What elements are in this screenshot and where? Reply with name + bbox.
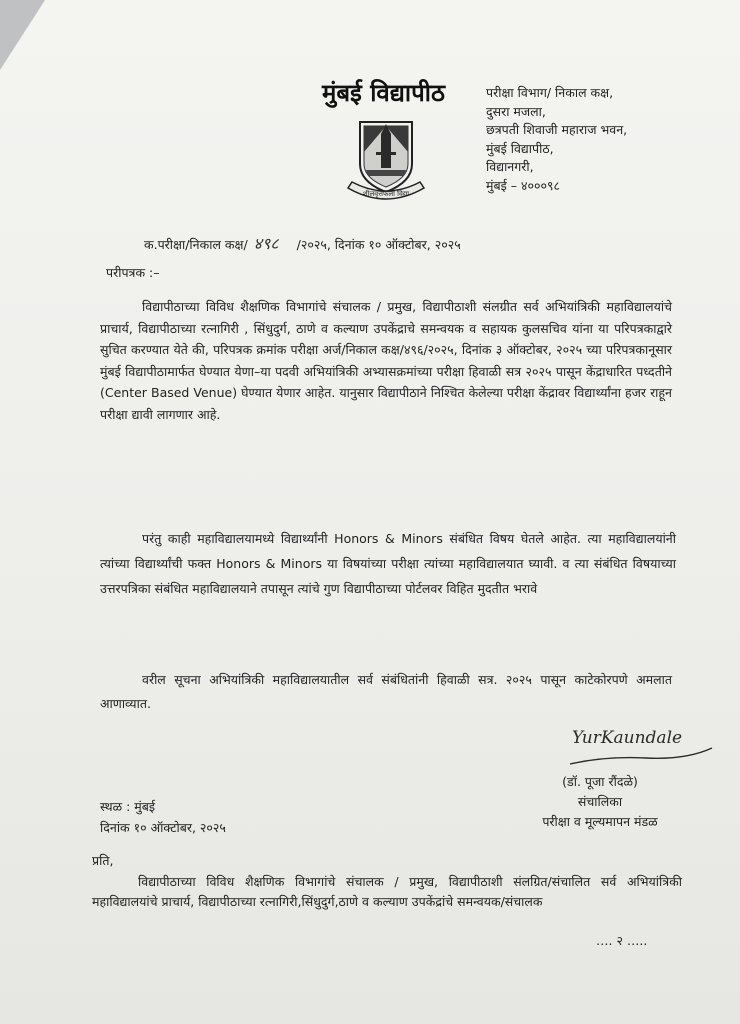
paragraph-3: वरील सूचना अभियांत्रिकी महाविद्यालयातील सर्व संबंधितांनी हिवाळी सत्र. २०२५ पासून काटेकोरपणे अमलात आणाव्यात.: [100, 672, 672, 711]
address-line: दुसरा मजला,: [486, 103, 546, 119]
recipients: विद्यापीठाच्या विविध शैक्षणिक विभागांचे संचालक / प्रमुख, विद्यापीठाशी संलग्रित/संचालित सर्व अभियांत्रिकी महाविद्यालयांचे प्राचार्य, विद्यापीठाच्या रत्नागिरी,सिंधुदुर्ग,ठाणे व कल्याण उपकेंद्रांचे समन्वयक/संचालक: [92, 874, 682, 909]
continued-marker: …. २ …..: [596, 933, 648, 948]
address-line: विद्यानगरी,: [486, 159, 534, 174]
to-label: प्रति,: [92, 853, 114, 868]
paragraph-1: विद्यापीठाच्या विविध शैक्षणिक विभागांचे संचालक / प्रमुख, विद्यापीठाशी संलग्रीत सर्व अभियांत्रिकी महाविद्यालयांचे प्राचार्य, विद्यापीठाच्या रत्नागिरी , सिंधुदुर्ग, ठाणे व कल्याण उपकेंद्राचे समन्वयक व सहायक कुलसचिव यांना या परिपत्रकाद्वारे सुचित करण्यात येते की, परिपत्रक क्रमांक परीक्षा अर्ज/निकाल कक्ष/४९६/२०२५, दिनांक ३ ऑक्टोबर, २०२५ च्या परिपत्रकानूसार मुंबई विद्यापीठामार्फत घेण्यात येणा–या पदवी अभियांत्रिकी अभ्यासक्रमांच्या परीक्षा हिवाळी सत्र २०२५ पासून केंद्राधारित पध्दतीने (Center Based Venue) घेण्यात येणार आहेत. यानुसार विद्यापीठाने निश्चित केलेल्या परीक्षा केंद्रावर विद्यार्थ्यांना हजर राहून परीक्षा द्यावी लागणार आहे.: [100, 299, 672, 422]
office-address: [486, 84, 627, 195]
address-line: मुंबई – ४०००९८: [486, 177, 560, 193]
address-line: छत्रपती शिवाजी महाराज भवन,: [486, 122, 628, 137]
date: दिनांक १० ऑक्टोबर, २०२५: [100, 820, 226, 835]
signature-flourish-icon: [566, 730, 716, 770]
address-line: मुंबई विद्यापीठ,: [486, 140, 554, 156]
place-date-block: [100, 796, 226, 838]
paragraph-2: परंतु काही महाविद्यालयामध्ये विद्यार्थ्यांनी Honors & Minors संबंधित विषय घेतले आहेत. त्या महाविद्यालयांनी त्यांच्या विद्यार्थ्यांची फक्त Honors & Minors या विषयांच्या परीक्षा त्यांच्या महाविद्यालयात घ्यावी. व त्या संबंधित विषयाच्या उत्तरपत्रिका संबंधित महाविद्यालयाने तपासून त्यांचे गुण विद्यापीठाच्या पोर्टलवर विहित मुदतीत भरावे: [100, 531, 676, 596]
signatory-office: परीक्षा व मूल्यमापन मंडळ: [542, 814, 658, 829]
signatory-name: (डॉ. पूजा रौंदळे): [562, 774, 638, 789]
signatory-block: [500, 772, 700, 832]
place: स्थळ : मुंबई: [100, 799, 156, 814]
university-seal-icon: [340, 112, 432, 208]
seal-motto: शीलवृत्तफला विद्या: [362, 190, 410, 198]
reference-number: ४९८: [253, 234, 279, 253]
handwritten-signature: YurKaundale: [572, 728, 683, 748]
address-line: परीक्षा विभाग/ निकाल कक्ष,: [486, 85, 614, 100]
circular-label: परीपत्रक :–: [106, 265, 160, 280]
reference-prefix: क.परीक्षा/निकाल कक्ष/: [144, 237, 248, 252]
reference-line: [144, 232, 461, 254]
university-name: मुंबई विद्यापीठ: [322, 79, 445, 107]
signatory-title: संचालिका: [577, 794, 623, 809]
reference-suffix: /२०२५, दिनांक १० ऑक्टोबर, २०२५: [296, 237, 461, 252]
folded-corner: [0, 0, 45, 70]
